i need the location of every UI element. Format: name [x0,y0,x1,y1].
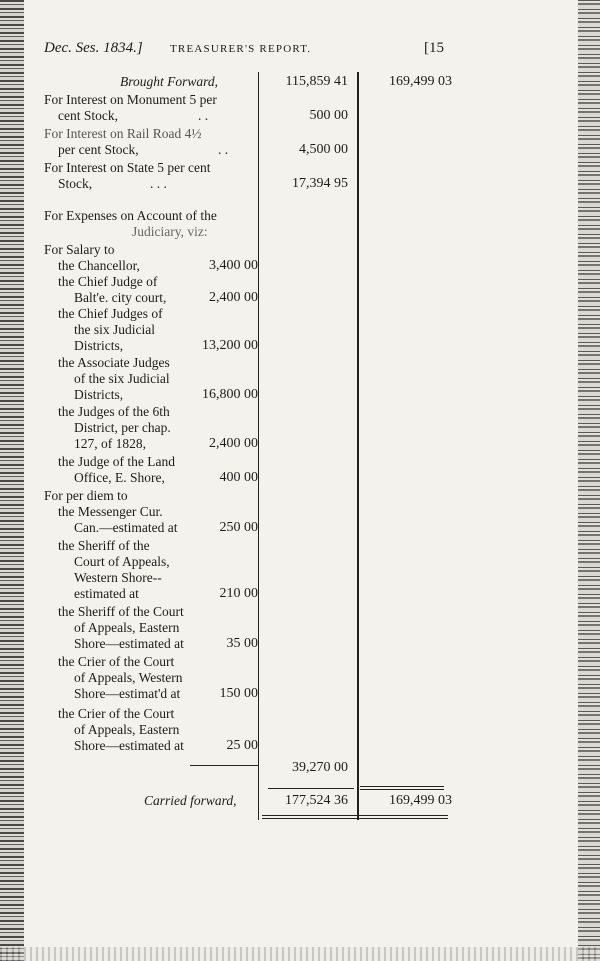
carry-rule-2b [360,789,444,790]
per-diem-messenger-line2: Can.—estimated at [74,520,178,535]
judiciary-total-amount: 39,270 00 [292,760,348,775]
monument-interest-line1: For Interest on Monument 5 per [44,92,217,107]
railroad-interest-line2: per cent Stock, [58,142,139,157]
salary-chancellor-line1: the Chancellor, [58,258,140,273]
per-diem-crier-east-line2: of Appeals, Eastern [74,722,180,737]
monument-interest-amount: 500 00 [309,108,348,123]
salary-sixth-district-amount: 2,400 00 [209,436,258,451]
judiciary-line2: Judiciary, viz: [132,224,208,239]
salary-sixth-district-line3: 127, of 1828, [74,436,146,451]
page-header [44,40,464,62]
scan-bottom-edge [0,947,600,961]
salary-chief-judge-line1: the Chief Judge of [58,274,158,289]
monument-interest-dots: . . [198,108,209,123]
per-diem-crier-east-line1: the Crier of the Court [58,706,175,721]
per-diem-crier-east-line3: Shore—estimated at [74,738,184,753]
binding-edge-right [578,0,600,961]
railroad-interest-line1: For Interest on Rail Road 4½ [44,126,202,141]
salary-chief-judges-line2: the six Judicial [74,322,155,337]
per-diem-sheriff-west-line3: Western Shore-- [74,570,162,585]
salary-associate-line2: of the six Judicial [74,371,170,386]
brought-forward-amount-2: 169,499 03 [389,74,452,89]
column-rule-1 [258,72,259,820]
session-label: Dec. Ses. 1834.] [44,40,143,56]
brought-forward-amount-1: 115,859 41 [285,74,348,89]
per-diem-crier-west-amount: 150 00 [219,686,258,701]
state-interest-dots: . . . [150,176,167,191]
per-diem-sheriff-east-amount: 35 00 [226,636,258,651]
salary-heading: For Salary to [44,242,115,257]
carried-forward-label: Carried forward, [144,793,237,808]
page-number: [15 [424,40,444,56]
state-interest-amount: 17,394 95 [292,176,348,191]
per-diem-messenger-line1: the Messenger Cur. [58,504,163,519]
per-diem-heading: For per diem to [44,488,128,503]
salary-chief-judges-line3: Districts, [74,338,124,353]
carried-forward-amount-1: 177,524 36 [285,793,348,808]
subtotal-rule [190,765,258,766]
closing-rule-2 [262,818,448,819]
state-interest-line2: Stock, [58,176,93,191]
per-diem-sheriff-west-line4: estimated at [74,586,139,601]
per-diem-crier-east-amount: 25 00 [226,738,258,753]
salary-land-office-line1: the Judge of the Land [58,454,175,469]
binding-edge-left [0,0,24,961]
per-diem-sheriff-east-line1: the Sheriff of the Court [58,604,184,619]
per-diem-messenger-amount: 250 00 [219,520,258,535]
salary-land-office-amount: 400 00 [219,470,258,485]
salary-chief-judge-amount: 2,400 00 [209,290,258,305]
salary-chief-judges-line1: the Chief Judges of [58,306,163,321]
salary-sixth-district-line1: the Judges of the 6th [58,404,170,419]
salary-chief-judge-line2: Balt'e. city court, [74,290,167,305]
salary-sixth-district-line2: District, per chap. [74,420,171,435]
judiciary-line1: For Expenses on Account of the [44,208,217,223]
per-diem-crier-west-line3: Shore—estimat'd at [74,686,181,701]
carried-forward-amount-2: 169,499 03 [389,793,452,808]
salary-associate-line3: Districts, [74,387,124,402]
railroad-interest-dots: . . [218,142,229,157]
salary-land-office-line2: Office, E. Shore, [74,470,165,485]
per-diem-sheriff-west-line1: the Sheriff of the [58,538,150,553]
per-diem-crier-west-line1: the Crier of the Court [58,654,175,669]
state-interest-line1: For Interest on State 5 per cent [44,160,211,175]
monument-interest-line2: cent Stock, [58,108,118,123]
closing-rule-1 [262,815,448,816]
salary-associate-line1: the Associate Judges [58,355,170,370]
per-diem-sheriff-east-line3: Shore—estimated at [74,636,184,651]
per-diem-sheriff-west-amount: 210 00 [219,586,258,601]
carry-rule-2a [360,786,444,787]
salary-chief-judges-amount: 13,200 00 [202,338,258,353]
per-diem-crier-west-line2: of Appeals, Western [74,670,183,685]
salary-chancellor-amount: 3,400 00 [209,258,258,273]
per-diem-sheriff-east-line2: of Appeals, Eastern [74,620,180,635]
brought-forward-label: Brought Forward, [120,74,219,89]
column-rule-2 [357,72,359,820]
railroad-interest-amount: 4,500 00 [299,142,348,157]
per-diem-sheriff-west-line2: Court of Appeals, [74,554,170,569]
report-title: TREASURER'S REPORT. [170,43,312,55]
salary-associate-amount: 16,800 00 [202,387,258,402]
carry-rule-1 [268,788,354,789]
